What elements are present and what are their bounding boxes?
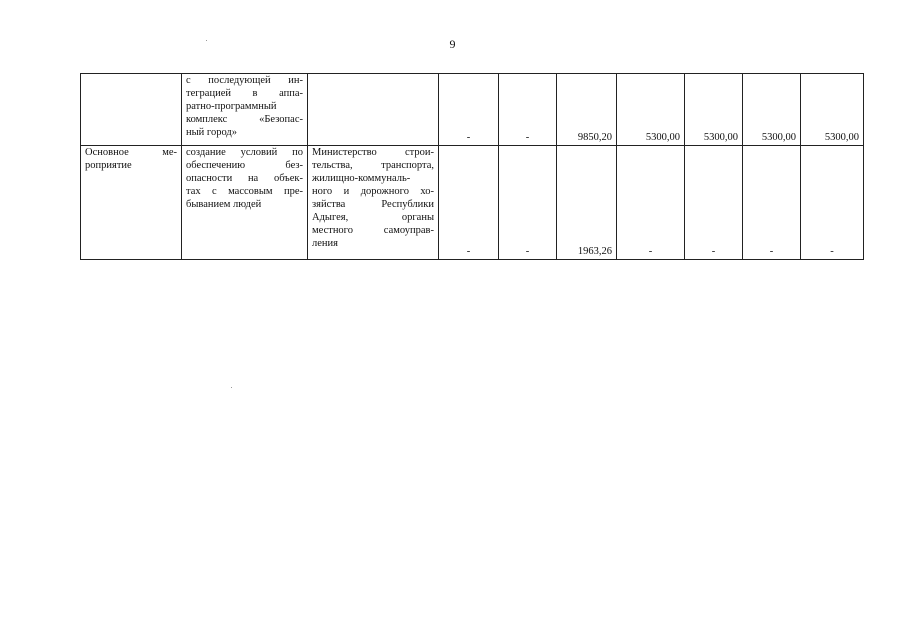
value-cell: - — [743, 146, 801, 260]
value-cell: 5300,00 — [685, 74, 743, 146]
text-line: с последующей ин- — [186, 75, 303, 86]
value-cell: 5300,00 — [743, 74, 801, 146]
text-line: ратно-программный — [186, 101, 277, 112]
text-line: роприятие — [85, 160, 132, 171]
table-row — [81, 146, 864, 260]
text-line: ления — [312, 238, 338, 249]
program-table — [80, 73, 864, 260]
scan-speck — [206, 40, 207, 41]
table-row — [81, 74, 864, 146]
event-type-cell — [81, 146, 182, 260]
value-cell: - — [801, 146, 864, 260]
value-cell: 5300,00 — [801, 74, 864, 146]
text-line: ного и дорожного хо- — [312, 186, 434, 197]
text-line: тельства, транспорта, — [312, 160, 434, 171]
text-line: опасности на объек- — [186, 173, 303, 184]
scan-speck — [231, 387, 232, 388]
value-cell: - — [439, 74, 499, 146]
executor-cell — [308, 74, 439, 146]
text-line: тах с массовым пре- — [186, 186, 303, 197]
text-line: местного самоуправ- — [312, 225, 434, 236]
text-line: создание условий по — [186, 147, 303, 158]
value-cell: 5300,00 — [617, 74, 685, 146]
text-line: Основное ме- — [85, 147, 177, 158]
text-line: Адыгея, органы — [312, 212, 434, 223]
text-line: ный город» — [186, 127, 238, 138]
page-number: 9 — [449, 37, 456, 51]
event-description-cell — [182, 74, 308, 146]
text-line: обеспечению без- — [186, 160, 303, 171]
value-cell: 9850,20 — [557, 74, 617, 146]
text-line: теграцией в аппа- — [186, 88, 303, 99]
executor-cell — [308, 146, 439, 260]
text-line: Министерство строи- — [312, 147, 434, 158]
value-cell: - — [685, 146, 743, 260]
value-cell: - — [439, 146, 499, 260]
text-line: зяйства Республики — [312, 199, 434, 210]
text-line: жилищно-коммуналь- — [312, 173, 411, 184]
value-cell: 1963,26 — [557, 146, 617, 260]
value-cell: - — [499, 74, 557, 146]
text-line: комплекс «Безопас- — [186, 114, 303, 125]
value-cell: - — [499, 146, 557, 260]
value-cell: - — [617, 146, 685, 260]
event-type-cell — [81, 74, 182, 146]
text-line: быванием людей — [186, 199, 262, 210]
event-description-cell — [182, 146, 308, 260]
